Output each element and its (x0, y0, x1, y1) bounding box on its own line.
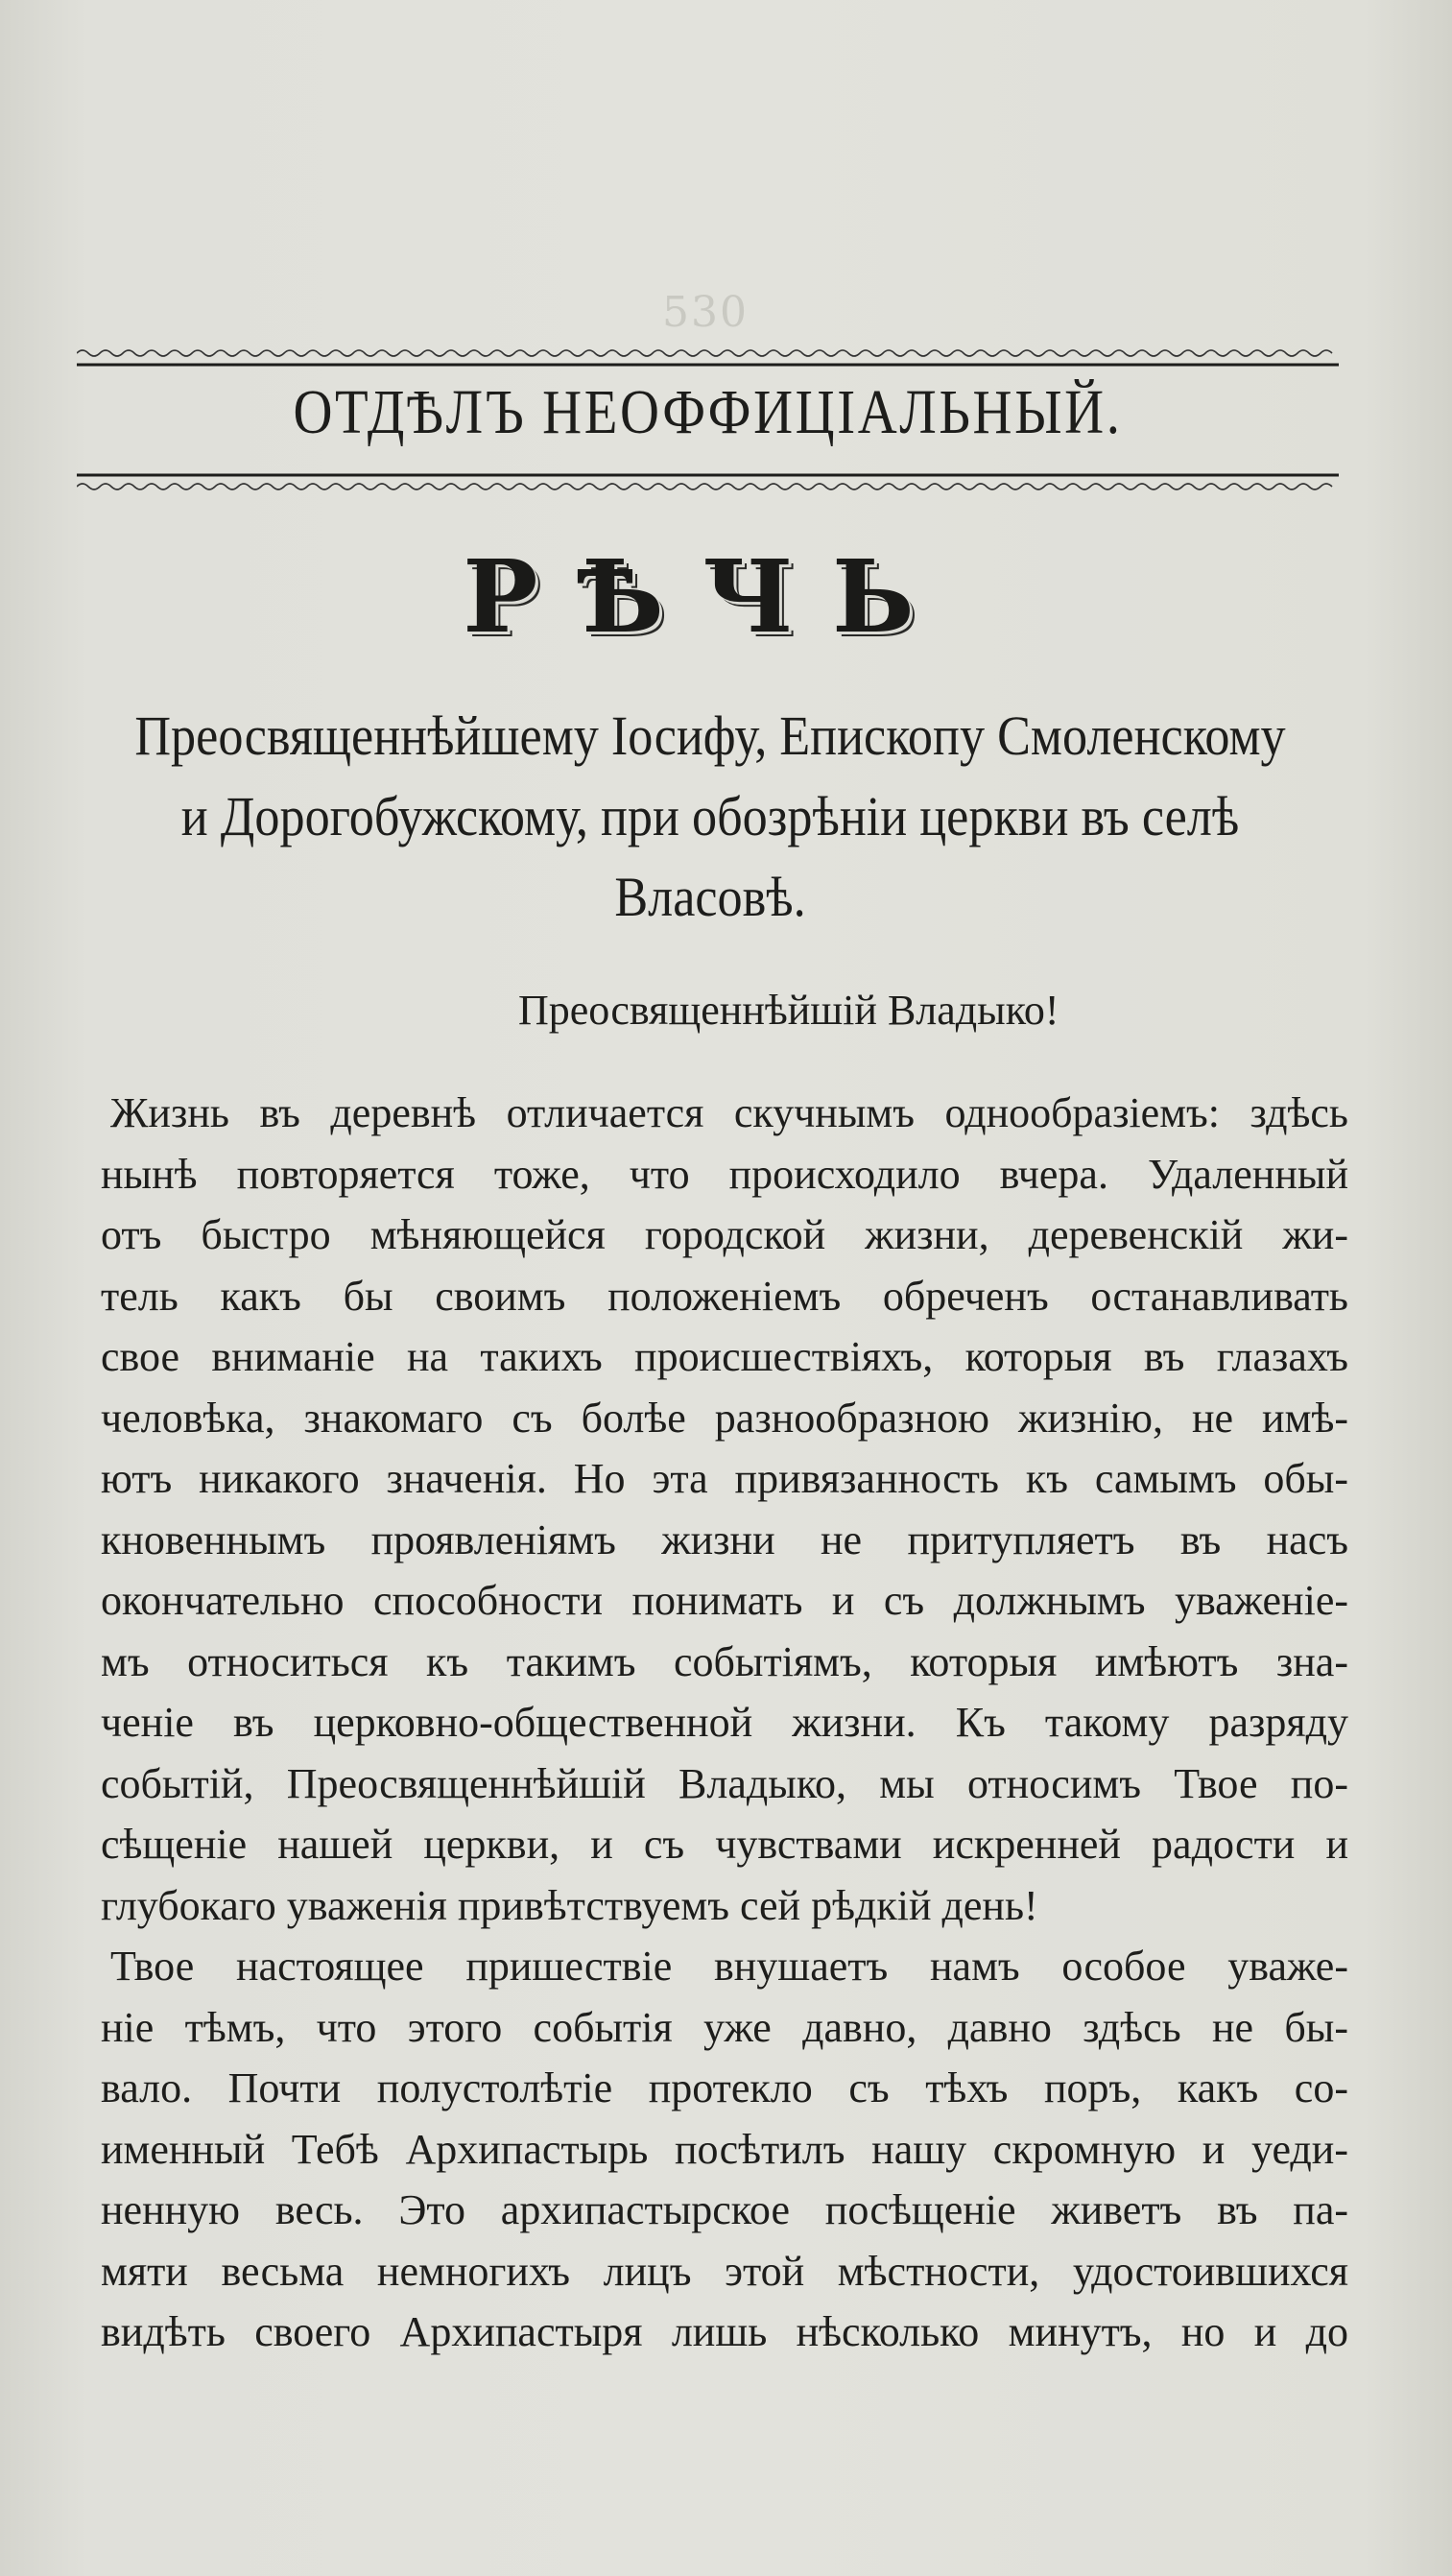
speech-dedication (123, 696, 1297, 938)
top-ornamental-rule (77, 346, 1339, 370)
text-line: тель какъ бы своимъ положеніемъ обреченъ останавливать (101, 1272, 1348, 1320)
speech-title: РѢЧЬ (463, 537, 953, 656)
text-line: человѣка, знакомаго съ болѣе разнообразною жизнію, не имѣ- (101, 1394, 1348, 1442)
dedication-line: Преосвященнѣйшему Іосифу, Епископу Смоленскому (134, 704, 1286, 767)
text-line: сѣщеніе нашей церкви, и съ чувствами искренней радости и (101, 1821, 1348, 1868)
text-line: нынѣ повторяется тоже, что происходило вчера. Удаленный (101, 1150, 1348, 1198)
text-line: Твое настоящее пришествіе внушаетъ намъ особое уваже- (110, 1943, 1348, 1990)
faint-page-number: 530 (662, 288, 749, 337)
text-line: ченіе въ церковно-общественной жизни. Къ такому разряду (101, 1699, 1348, 1746)
text-line: глубокаго уваженія привѣтствуемъ сей рѣдкій день! (101, 1881, 1038, 1929)
salutation: Преосвященнѣйшій Владыко! (518, 987, 1059, 1034)
section-heading: ОТДѢЛЪ НЕОФФИЦІАЛЬНЫЙ. (293, 377, 1123, 447)
paragraph-1 (101, 1083, 1348, 1936)
text-line: мъ относиться къ такимъ событіямъ, которыя имѣютъ зна- (101, 1637, 1348, 1685)
text-line: ніе тѣмъ, что этого событія уже давно, давно здѣсь не бы- (101, 2003, 1348, 2051)
body-text (101, 1083, 1348, 2363)
text-line: мяти весьма немногихъ лицъ этой мѣстности, удостоившихся (101, 2247, 1348, 2295)
text-line: именный Тебѣ Архипастырь посѣтилъ нашу скромную и уеди- (101, 2125, 1348, 2173)
text-line: окончательно способности понимать и съ должнымъ уваженіе- (101, 1577, 1348, 1624)
text-line: кновеннымъ проявленіямъ жизни не притупляетъ въ насъ (101, 1515, 1348, 1563)
text-line: отъ быстро мѣняющейся городской жизни, деревенскій жи- (101, 1211, 1348, 1258)
text-line: видѣть своего Архипастыря лишь нѣсколько минутъ, но и до (101, 2308, 1348, 2355)
dedication-line: и Дорогобужскому, при обозрѣніи церкви въ селѣ (180, 785, 1240, 847)
text-line: вало. Почти полустолѣтіе протекло съ тѣхъ поръ, какъ со- (101, 2064, 1348, 2111)
text-line: событій, Преосвященнѣйшій Владыко, мы относимъ Твое по- (101, 1759, 1348, 1807)
dedication-line: Власовѣ. (614, 866, 806, 928)
text-line: Жизнь въ деревнѣ отличается скучнымъ однообразіемъ: здѣсь (110, 1089, 1348, 1136)
text-line: ютъ никакого значенія. Но эта привязанность къ самымъ обы- (101, 1455, 1348, 1502)
text-line: ненную весь. Это архипастырское посѣщеніе живетъ въ па- (101, 2186, 1348, 2233)
text-line: свое вниманіе на такихъ происшествіяхъ, которыя въ глазахъ (101, 1333, 1348, 1380)
paragraph-2 (101, 1936, 1348, 2363)
bottom-ornamental-rule (77, 470, 1339, 495)
